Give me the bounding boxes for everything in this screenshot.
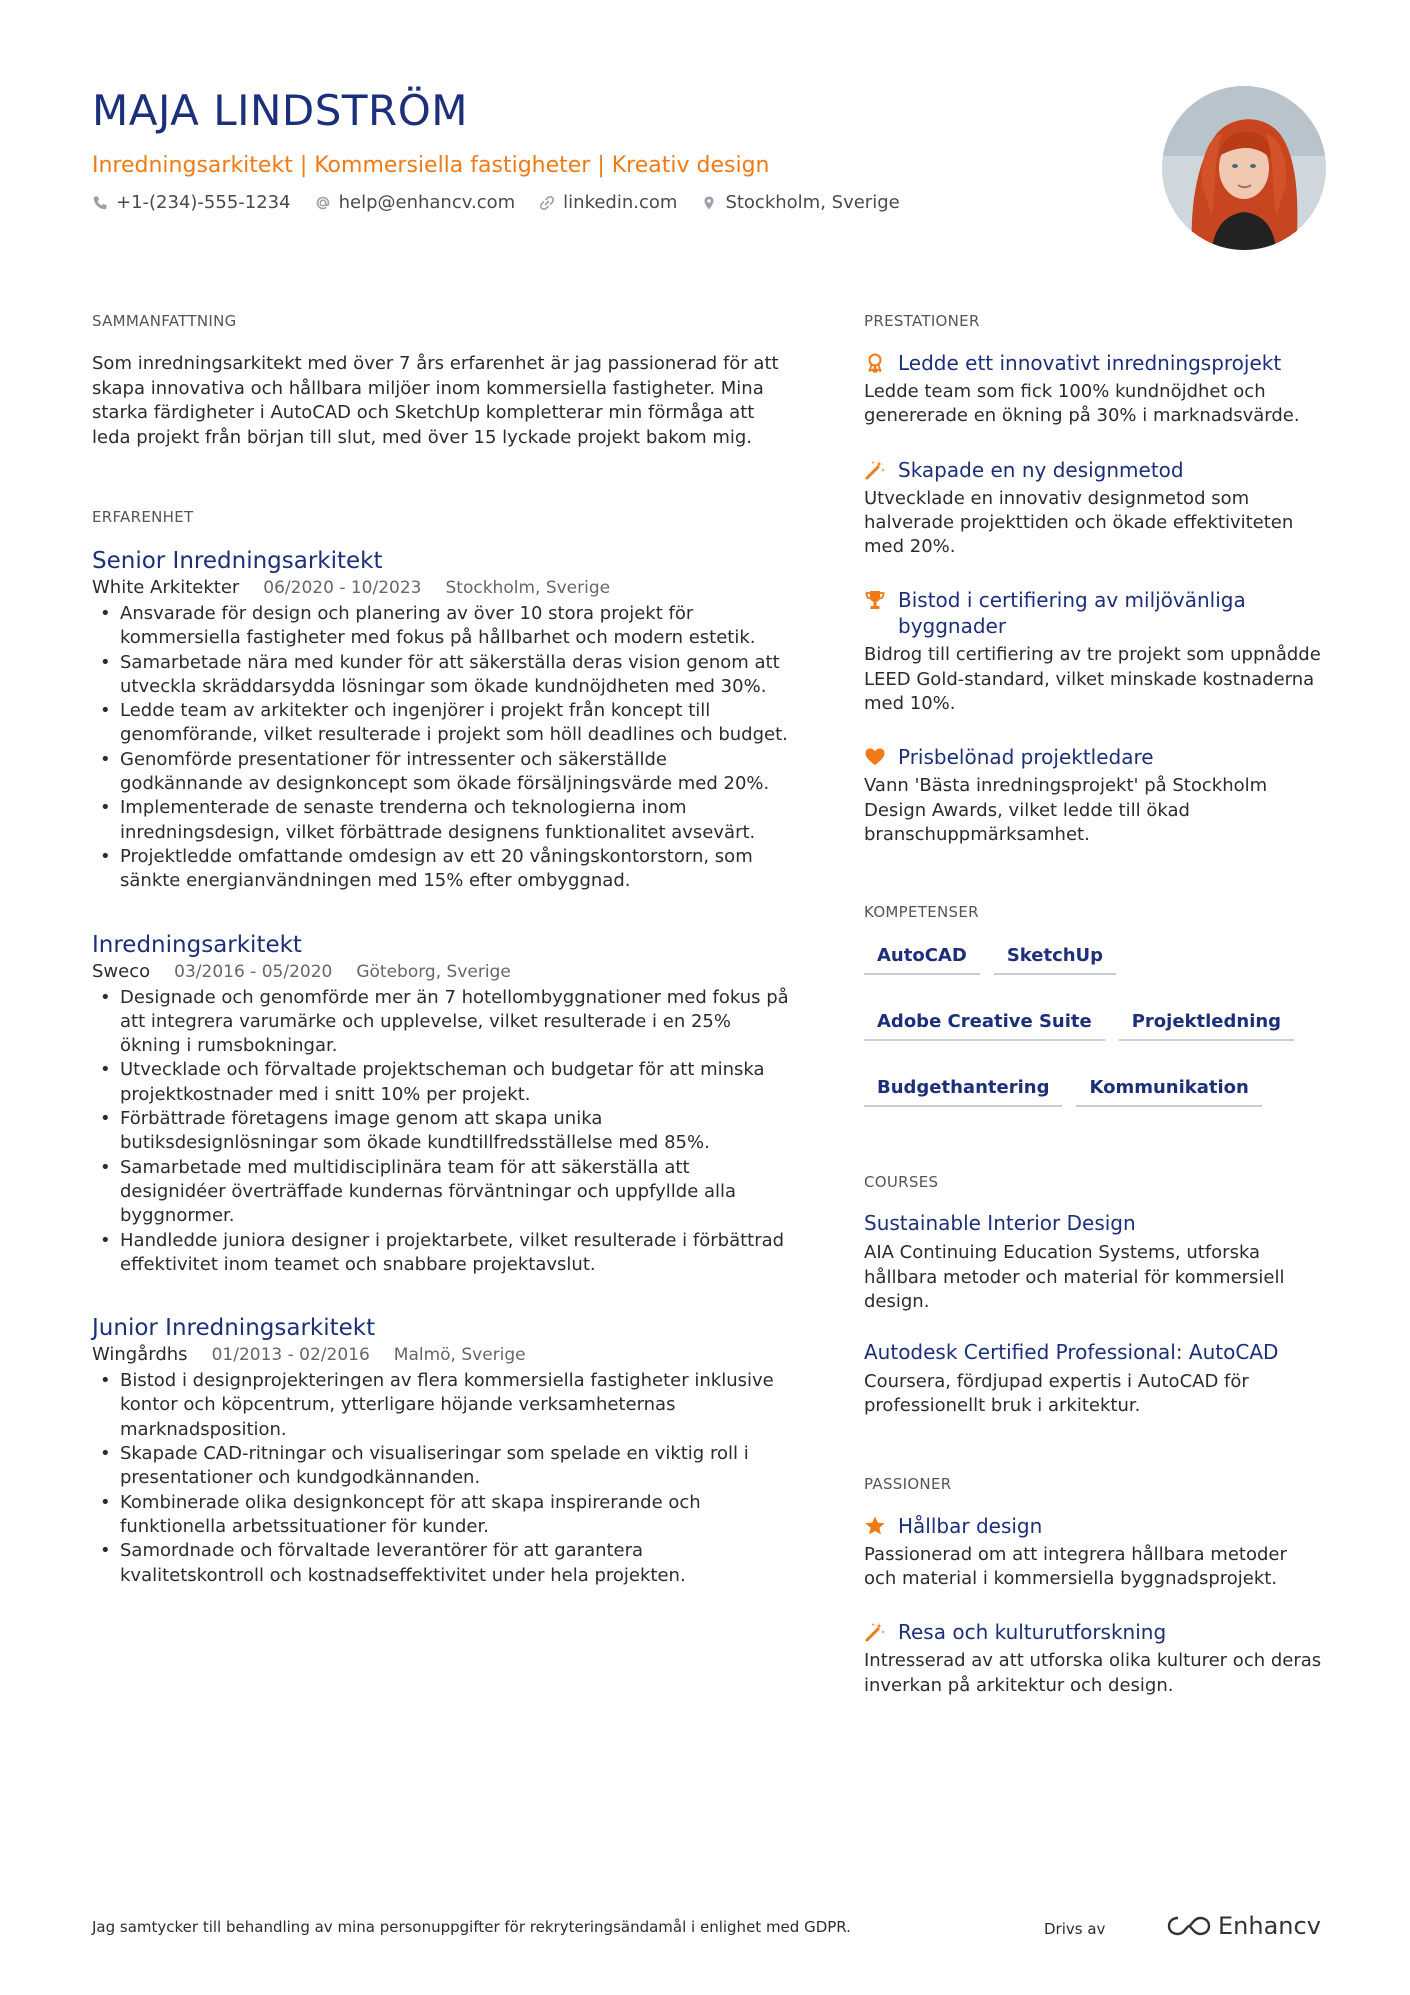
skill-tag: Projektledning — [1119, 1007, 1294, 1041]
contact-row — [92, 192, 1152, 213]
job-title: Inredningsarkitekt — [92, 931, 302, 958]
achievement-title: Skapade en ny designmetod — [898, 457, 1184, 482]
email-text: help@enhancv.com — [338, 192, 516, 213]
passion-desc: Passionerad om att integrera hållbara metoder och material i kommersiella byggnadsprojekt. — [864, 1543, 1287, 1590]
job-location: Malmö, Sverige — [393, 1345, 526, 1366]
achievement-item — [864, 350, 1324, 429]
enhancv-logo[interactable] — [1166, 1912, 1321, 1940]
bullet-item: • Designade och genomförde mer än 7 hotellombyggnationer med fokus på att integrera varumärke och upplevelse, vilket resulterade i en 25% ökning i rumsbokningar. — [92, 986, 792, 1059]
section-title-courses: COURSES — [864, 1173, 939, 1192]
achievement-title: Bistod i certifiering av miljövänliga byggnader — [898, 588, 1246, 639]
bullet-item: • Genomförde presentationer för intressenter och säkerställde godkännande av designkoncept som ökade försäljningsvärde med 20%. — [92, 748, 792, 797]
passion-desc: Intresserad av att utforska olika kulturer och deras inverkan på arkitektur och design. — [864, 1650, 1322, 1696]
section-title-passions: PASSIONER — [864, 1474, 952, 1493]
powered-by-label: Drivs av — [1044, 1920, 1106, 1938]
star-icon — [864, 1515, 886, 1537]
contact-linkedin[interactable] — [539, 192, 677, 213]
section-title-experience: ERFARENHET — [92, 508, 194, 526]
job-company: Wingårdhs — [92, 1344, 188, 1366]
award-icon — [864, 352, 886, 374]
job-entry — [92, 932, 792, 1278]
skill-tag: Budgethantering — [864, 1073, 1062, 1107]
course-title: Autodesk Certified Professional: AutoCAD — [864, 1340, 1279, 1365]
location-pin-icon — [701, 195, 717, 211]
achievement-title: Ledde ett innovativt inredningsprojekt — [898, 351, 1282, 375]
achievement-item — [864, 457, 1324, 560]
linkedin-text: linkedin.com — [563, 192, 678, 213]
section-title-achievements: PRESTATIONER — [864, 312, 980, 330]
passion-title: Hållbar design — [898, 1513, 1043, 1538]
achievement-item — [864, 587, 1324, 716]
job-meta — [92, 577, 792, 598]
course-desc: AIA Continuing Education Systems, utforska hållbara metoder och material för kommersiell design. — [864, 1242, 1285, 1312]
achievement-desc: Vann 'Bästa inredningsprojekt' på Stockholm Design Awards, vilket ledde till ökad branschuppmärksamhet. — [864, 775, 1268, 845]
bullet-item: • Kombinerade olika designkoncept för att skapa inspirerande och funktionella arbetssituationer för kunder. — [92, 1491, 792, 1540]
bullet-item: • Bistod i designprojekteringen av flera kommersiella fastigheter inklusive kontor och köpcentrum, ytterligare höjande verksamheternas marknadsposition. — [92, 1369, 792, 1442]
skill-tag: Adobe Creative Suite — [864, 1007, 1105, 1041]
magic-wand-icon — [864, 1621, 886, 1643]
job-company: Sweco — [92, 960, 151, 982]
job-dates: 01/2013 - 02/2016 — [211, 1345, 370, 1366]
skill-tag: SketchUp — [994, 941, 1116, 975]
location-text: Stockholm, Sverige — [725, 192, 900, 213]
achievement-desc: Utvecklade en innovativ designmetod som halverade projekttiden och ökade effektiviteten med 20%. — [864, 487, 1294, 558]
profile-photo — [1162, 86, 1326, 250]
skill-tag: Kommunikation — [1076, 1073, 1261, 1107]
bullet-item: • Samordnade och förvaltade leverantörer för att garantera kvalitetskontroll och kostnadseffektivitet under hela projekten. — [92, 1539, 792, 1588]
job-location: Göteborg, Sverige — [356, 961, 511, 982]
passion-item — [864, 1619, 1324, 1698]
phone-text: +1-(234)-555-1234 — [116, 192, 291, 213]
bullet-item: • Handledde juniora designer i projektarbete, vilket resulterade i förbättrad effektivitet inom teamet och snabbare projektavslut. — [92, 1229, 792, 1278]
bullet-item: • Samarbetade nära med kunder för att säkerställa deras vision genom att utveckla skräddarsydda lösningar som ökade kundnöjdheten med 30%. — [92, 651, 792, 700]
job-bullets — [92, 602, 792, 894]
candidate-name: MAJA LINDSTRÖM — [92, 86, 469, 135]
bullet-item: • Ledde team av arkitekter och ingenjörer i projekt från koncept till genomförande, vilket resulterade i projekt som höll deadlines och budget. — [92, 699, 792, 748]
bullet-item: • Förbättrade företagens image genom att skapa unika butiksdesignlösningar som ökade kundtillfredsställelse med 85%. — [92, 1107, 792, 1156]
section-title-skills: KOMPETENSER — [864, 903, 979, 922]
enhancv-logo-icon — [1166, 1914, 1212, 1938]
contact-location — [701, 192, 899, 213]
gdpr-consent: Jag samtycker till behandling av mina personuppgifter för rekryteringsändamål i enlighet med GDPR. — [92, 1918, 851, 1936]
left-column — [92, 312, 792, 1588]
job-entry — [92, 548, 792, 894]
course-item — [864, 1211, 1324, 1314]
course-item — [864, 1340, 1324, 1419]
job-bullets — [92, 1369, 792, 1588]
contact-email[interactable] — [315, 192, 516, 213]
right-column — [864, 312, 1324, 1698]
course-title: Sustainable Interior Design — [864, 1211, 1136, 1236]
job-title: Senior Inredningsarkitekt — [92, 548, 383, 574]
job-location: Stockholm, Sverige — [445, 578, 611, 598]
passion-item — [864, 1513, 1324, 1592]
job-entry — [92, 1315, 792, 1588]
job-dates: 03/2016 - 05/2020 — [174, 961, 333, 982]
achievement-title: Prisbelönad projektledare — [898, 745, 1154, 770]
passion-title: Resa och kulturutforskning — [898, 1620, 1167, 1645]
contact-phone[interactable] — [92, 192, 291, 213]
bullet-item: • Utvecklade och förvaltade projektscheman och budgetar för att minska projektkostnader med i snitt 10% per projekt. — [92, 1058, 792, 1107]
footer — [92, 1912, 1332, 1940]
job-company: White Arkitekter — [92, 577, 240, 598]
bullet-item: • Implementerade de senaste trenderna och teknologierna inom inredningsdesign, vilket förbättrade designens funktionalitet avsevärt. — [92, 796, 792, 845]
skill-tag: AutoCAD — [864, 941, 980, 975]
job-title: Junior Inredningsarkitekt — [92, 1315, 376, 1342]
skills-list — [864, 941, 1304, 1107]
bullet-item: • Samarbetade med multidisciplinära team för att säkerställa att designidéer överträffade kundernas förväntningar och uppfyllde alla byggnormer. — [92, 1156, 792, 1229]
phone-icon — [92, 195, 108, 211]
summary-text: Som inredningsarkitekt med över 7 års erfarenhet är jag passionerad för att skapa innovativa och hållbara miljöer inom kommersiella fastigheter. Mina starka färdigheter i AutoCAD och SketchUp kompletterar min förmåga att leda projekt från början till slut, med över 15 lyckade projekt bakom mig. — [92, 353, 779, 448]
bullet-item: • Skapade CAD-ritningar och visualiseringar som spelade en viktig roll i presentationer och kundgodkännanden. — [92, 1442, 792, 1491]
course-desc: Coursera, fördjupad expertis i AutoCAD för professionellt bruk i arkitektur. — [864, 1371, 1249, 1417]
brand-name: Enhancv — [1218, 1912, 1321, 1940]
bullet-item: • Projektledde omfattande omdesign av ett 20 våningskontorstorn, som sänkte energianvändningen med 15% efter ombyggnad. — [92, 845, 792, 894]
bullet-item: • Ansvarade för design och planering av över 10 stora projekt för kommersiella fastigheter med fokus på hållbarhet och modern estetik. — [92, 602, 792, 651]
magic-wand-icon — [864, 459, 886, 481]
achievement-item — [864, 744, 1324, 847]
link-icon — [539, 195, 555, 211]
heart-icon — [864, 746, 886, 768]
section-title-summary: SAMMANFATTNING — [92, 312, 237, 330]
portrait-image — [1162, 86, 1326, 250]
job-dates: 06/2020 - 10/2023 — [263, 578, 422, 598]
trophy-icon — [864, 589, 886, 611]
job-meta — [92, 961, 792, 982]
resume-header — [92, 86, 1152, 213]
achievement-desc: Ledde team som fick 100% kundnöjdhet och genererade en ökning på 30% i marknadsvärde. — [864, 381, 1300, 427]
job-bullets — [92, 986, 792, 1278]
achievement-desc: Bidrog till certifiering av tre projekt som uppnådde LEED Gold-standard, vilket minskade kostnaderna med 10%. — [864, 644, 1321, 715]
headline: Inredningsarkitekt | Kommersiella fastigheter | Kreativ design — [92, 153, 770, 178]
job-meta — [92, 1344, 792, 1365]
at-icon — [315, 195, 331, 211]
